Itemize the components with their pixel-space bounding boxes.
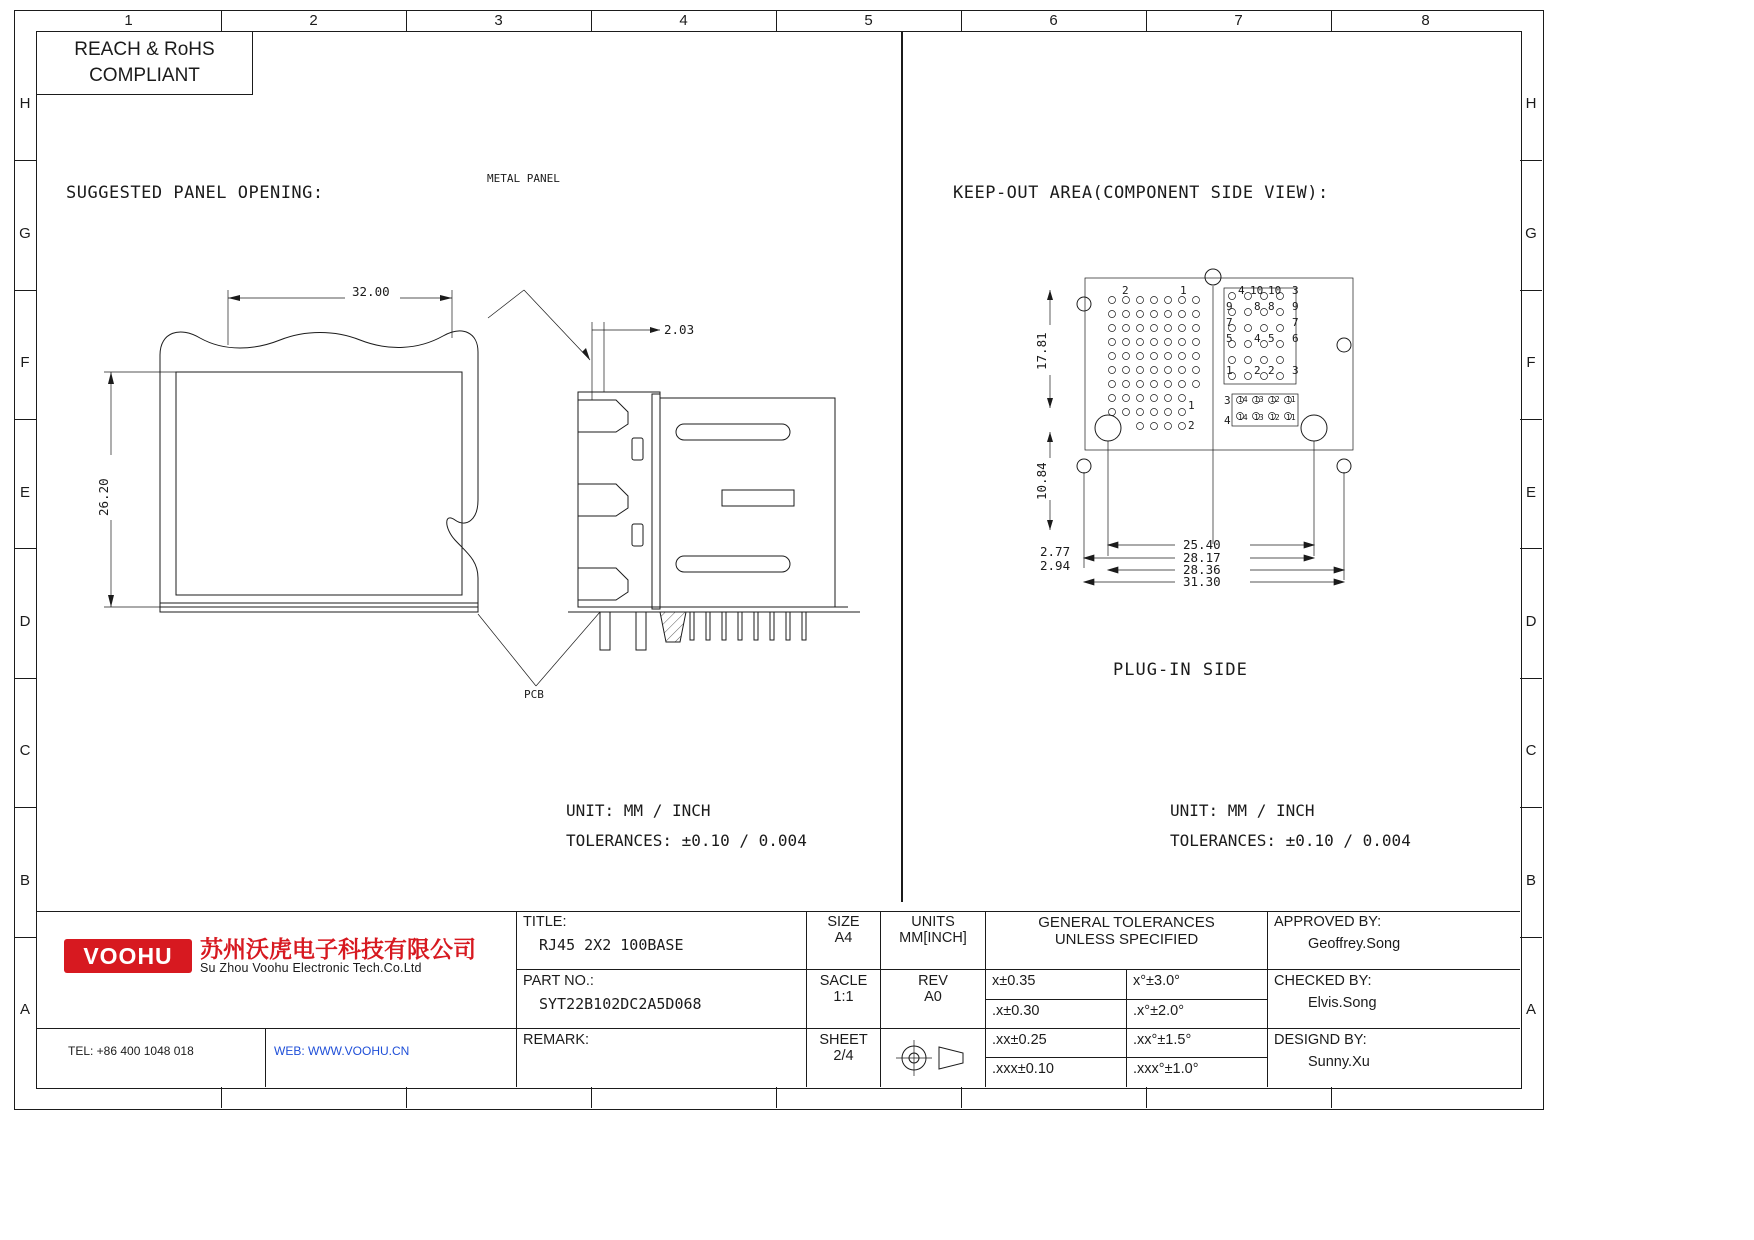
row-label: G [19,225,31,242]
size-label: SIZE [827,914,860,930]
dim-h2: 28.17 [1183,550,1221,565]
left-tolerance-line: TOLERANCES: ±0.10 / 0.004 [566,831,807,851]
pcb-label: PCB [524,688,544,701]
pin-number: 10 [1268,284,1282,297]
row-label: H [19,95,31,112]
pin-number: 9 [1292,300,1299,313]
gen-tol-sub: UNLESS SPECIFIED [1054,931,1199,948]
pin-number: 11 [1286,395,1296,404]
column-label: 1 [124,12,133,29]
right-tolerance-line: TOLERANCES: ±0.10 / 0.004 [1170,831,1411,851]
remark-label: REMARK: [523,1032,590,1048]
dim-v-top: 17.81 [1034,332,1049,370]
dim-h3: 28.36 [1183,562,1221,577]
row-label: B [1525,872,1536,889]
checked-cell [1268,970,1520,1029]
voohu-logo-badge [64,939,192,973]
pin-number: 12 [1270,413,1280,422]
tol-ang-3: .xx°±1.5° [1127,1029,1268,1058]
tol-ang-2: .x°±2.0° [1127,1000,1268,1029]
units-value: MM[INCH] [899,930,967,946]
pin-number: 2 [1188,419,1195,432]
tol-lin-3: .xx±0.25 [986,1029,1127,1058]
pin-number: 4 [1238,284,1245,297]
column-label: 3 [494,12,503,29]
pin-number: 1 [1188,399,1195,412]
title-label: TITLE: [523,914,567,930]
units-label: UNITS [911,914,955,930]
row-label: E [19,484,30,501]
sheet-cell [807,1029,881,1087]
part-label: PART NO.: [523,973,594,989]
approved-value: Geoffrey.Song [1308,936,1401,952]
tol-ang-1: x°±3.0° [1127,970,1268,1000]
pin-number: 7 [1226,316,1233,329]
row-label: H [1525,95,1537,112]
pin-number: 2 [1254,364,1261,377]
company-tel: TEL: +86 400 1048 018 [68,1044,194,1058]
pin-number: 8 [1268,300,1275,313]
dim-v-bottom: 10.84 [1034,462,1049,500]
rev-label: REV [918,973,948,989]
units-cell [881,911,986,970]
dim-panel-width: 32.00 [352,284,390,299]
pin-number: 3 [1224,394,1231,407]
dim-h1: 25.40 [1183,537,1221,552]
pin-number: 1 [1226,364,1233,377]
dim-panel-height: 26.20 [96,478,111,516]
right-notes [1170,796,1411,857]
dim-offset-2: 2.94 [1040,558,1071,573]
part-value: SYT22B102DC2A5D068 [539,995,702,1013]
compliance-line-2: COMPLIANT [89,65,200,86]
row-label: B [19,872,30,889]
row-label: G [1525,225,1537,242]
company-web[interactable]: WEB: WWW.VOOHU.CN [274,1044,410,1058]
row-label: E [1525,484,1536,501]
pin-number: 1 [1180,284,1187,297]
pin-number: 14 [1238,395,1248,404]
scale-value: 1:1 [833,989,854,1005]
pin-number: 3 [1292,284,1299,297]
designed-label: DESIGND BY: [1274,1032,1367,1048]
company-name-en: Su Zhou Voohu Electronic Tech.Co.Ltd [200,961,422,976]
projection-cell [881,1029,986,1087]
tol-ang-4: .xxx°±1.0° [1127,1058,1268,1087]
pin-number: 2 [1122,284,1129,297]
pin-number: 9 [1226,300,1233,313]
right-view-heading: KEEP-OUT AREA(COMPONENT SIDE VIEW): [953,183,1329,203]
row-label: A [19,1001,30,1018]
left-view-heading: SUGGESTED PANEL OPENING: [66,183,324,203]
pin-number: 6 [1292,332,1299,345]
left-unit-line: UNIT: MM / INCH [566,801,711,820]
size-value: A4 [834,930,853,946]
compliance-line-1: REACH & RoHS [74,39,215,61]
tol-lin-4: .xxx±0.10 [986,1058,1127,1087]
rev-cell [881,970,986,1029]
row-label: F [20,354,30,371]
column-label: 2 [309,12,318,29]
column-label: 6 [1049,12,1058,29]
designed-cell [1268,1029,1520,1087]
dim-offset-1: 2.77 [1040,544,1071,559]
pin-number: 7 [1292,316,1299,329]
row-label: C [1525,742,1537,759]
approved-cell [1268,911,1520,970]
pin-number: 4 [1224,414,1231,427]
row-label: F [1526,354,1536,371]
company-name-cn: 苏州沃虎电子科技有限公司 [200,936,476,962]
column-label: 8 [1421,12,1430,29]
metal-panel-label: METAL PANEL [487,172,560,185]
sheet-value: 2/4 [833,1048,854,1064]
title-cell [517,911,807,970]
checked-value: Elvis.Song [1308,995,1377,1011]
projection-symbol-icon [881,1029,986,1087]
left-notes [566,796,807,857]
scale-cell [807,970,881,1029]
dim-panel-thickness: 2.03 [664,322,695,337]
row-label: D [1525,613,1537,630]
gen-tol-label: GENERAL TOLERANCES [1038,914,1215,931]
row-label: D [19,613,31,630]
pin-number: 5 [1268,332,1275,345]
title-block [36,911,1520,1087]
dim-h4: 31.30 [1183,574,1221,589]
general-tolerances-header [986,911,1268,970]
approved-label: APPROVED BY: [1274,914,1382,930]
pin-number: 3 [1292,364,1299,377]
plug-in-side-label: PLUG-IN SIDE [1113,660,1248,680]
company-logo [64,937,476,975]
size-cell [807,911,881,970]
pin-number: 12 [1270,395,1280,404]
pin-number: 13 [1254,395,1264,404]
checked-label: CHECKED BY: [1274,973,1372,989]
row-label: C [19,742,31,759]
designed-value: Sunny.Xu [1308,1054,1370,1070]
sheet-label: SHEET [819,1032,868,1048]
pin-number: 8 [1254,300,1261,313]
rev-value: A0 [924,989,942,1005]
scale-label: SACLE [819,973,868,989]
column-label: 7 [1234,12,1243,29]
row-label: A [1525,1001,1536,1018]
pin-number: 2 [1268,364,1275,377]
pin-number: 11 [1286,413,1296,422]
part-cell [517,970,807,1029]
company-cell [36,911,517,1087]
pin-number: 4 [1254,332,1261,345]
tol-lin-1: x±0.35 [986,970,1127,1000]
pin-number: 13 [1254,413,1264,422]
remark-cell [517,1029,807,1087]
column-label: 5 [864,12,873,29]
pin-number: 5 [1226,332,1233,345]
right-unit-line: UNIT: MM / INCH [1170,801,1315,820]
tol-lin-2: .x±0.30 [986,1000,1127,1029]
title-value: RJ45 2X2 100BASE [539,936,684,954]
pin-number: 14 [1238,413,1248,422]
pin-number: 10 [1250,284,1264,297]
column-label: 4 [679,12,688,29]
logo-text: VOOHU [83,942,173,969]
